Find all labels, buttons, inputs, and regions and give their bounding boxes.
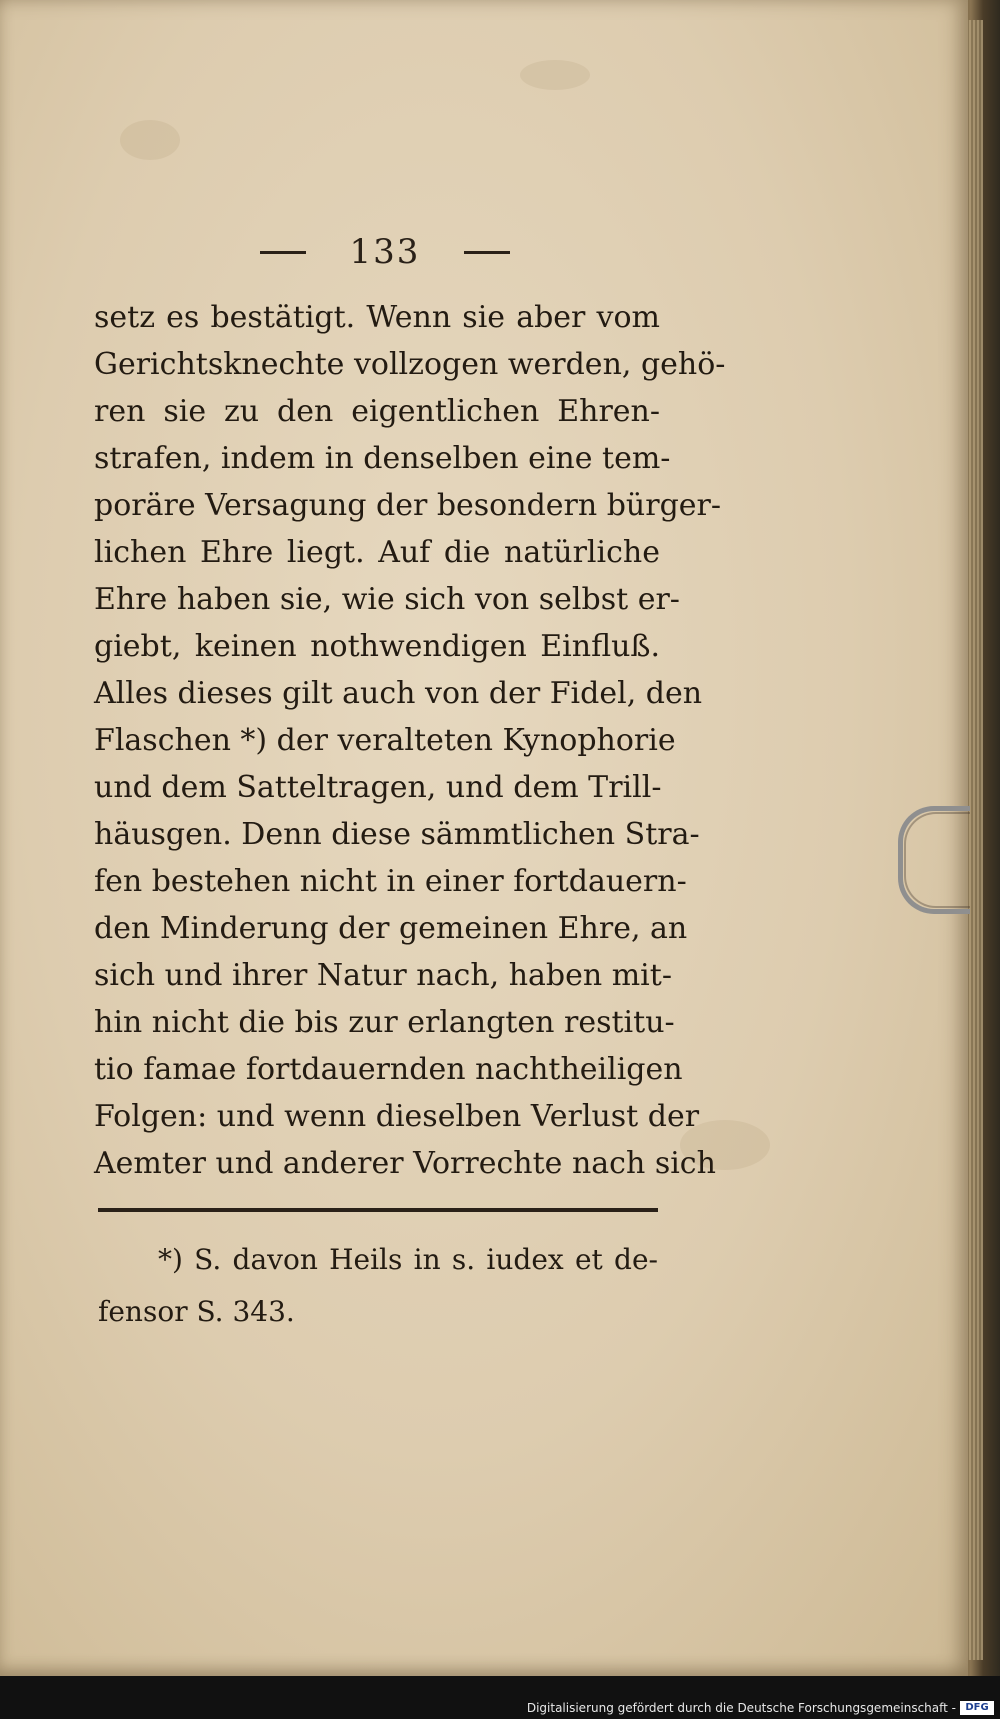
text-line: tio famae fortdauernden nachtheiligen <box>94 1052 683 1087</box>
text-line: ren sie zu den eigentlichen Ehren- <box>94 394 660 429</box>
digitization-credit: Digitalisierung gefördert durch die Deutsche Forschungsgemeinschaft - <box>526 1701 956 1715</box>
text-line: Ehre haben sie, wie sich von selbst er- <box>94 582 680 617</box>
footnote-line: *) S. davon Heils in s. iudex et de- <box>158 1243 658 1276</box>
text-line: Flaschen *) der veralteten Kynophorie <box>94 723 676 758</box>
text-line: und dem Satteltragen, und dem Trill- <box>94 770 662 805</box>
text-line: Aemter und anderer Vorrechte nach sich <box>94 1146 716 1181</box>
paper-clip-shadow <box>904 812 970 908</box>
text-line: Alles dieses gilt auch von der Fidel, den <box>94 676 703 711</box>
footnote-divider <box>98 1208 658 1212</box>
text-line: den Minderung der gemeinen Ehre, an <box>94 911 688 946</box>
header-dash-right <box>464 251 510 254</box>
footnote-line: fensor S. 343. <box>98 1295 295 1328</box>
paper-stain <box>520 60 590 90</box>
header-dash-left <box>260 251 306 254</box>
text-line: Folgen: und wenn dieselben Verlust der <box>94 1099 700 1134</box>
page-header <box>260 232 510 272</box>
text-line: häusgen. Denn diese sämmtlichen Stra- <box>94 817 700 852</box>
text-line: poräre Versagung der besondern bürger- <box>94 488 722 523</box>
dfg-logo: DFG <box>960 1701 994 1715</box>
text-line: lichen Ehre liegt. Auf die natürliche <box>94 535 660 570</box>
page-number: 133 <box>349 232 421 272</box>
text-line: setz es bestätigt. Wenn sie aber vom <box>94 300 660 335</box>
paper-stain <box>120 120 180 160</box>
text-line: fen bestehen nicht in einer fortdauern- <box>94 864 687 899</box>
text-line: Gerichtsknechte vollzogen werden, gehö- <box>94 347 726 382</box>
text-line: giebt, keinen nothwendigen Einfluß. <box>94 629 660 664</box>
text-line: hin nicht die bis zur erlangten restitu- <box>94 1005 675 1040</box>
text-line: strafen, indem in denselben eine tem- <box>94 441 671 476</box>
text-line: sich und ihrer Natur nach, haben mit- <box>94 958 672 993</box>
